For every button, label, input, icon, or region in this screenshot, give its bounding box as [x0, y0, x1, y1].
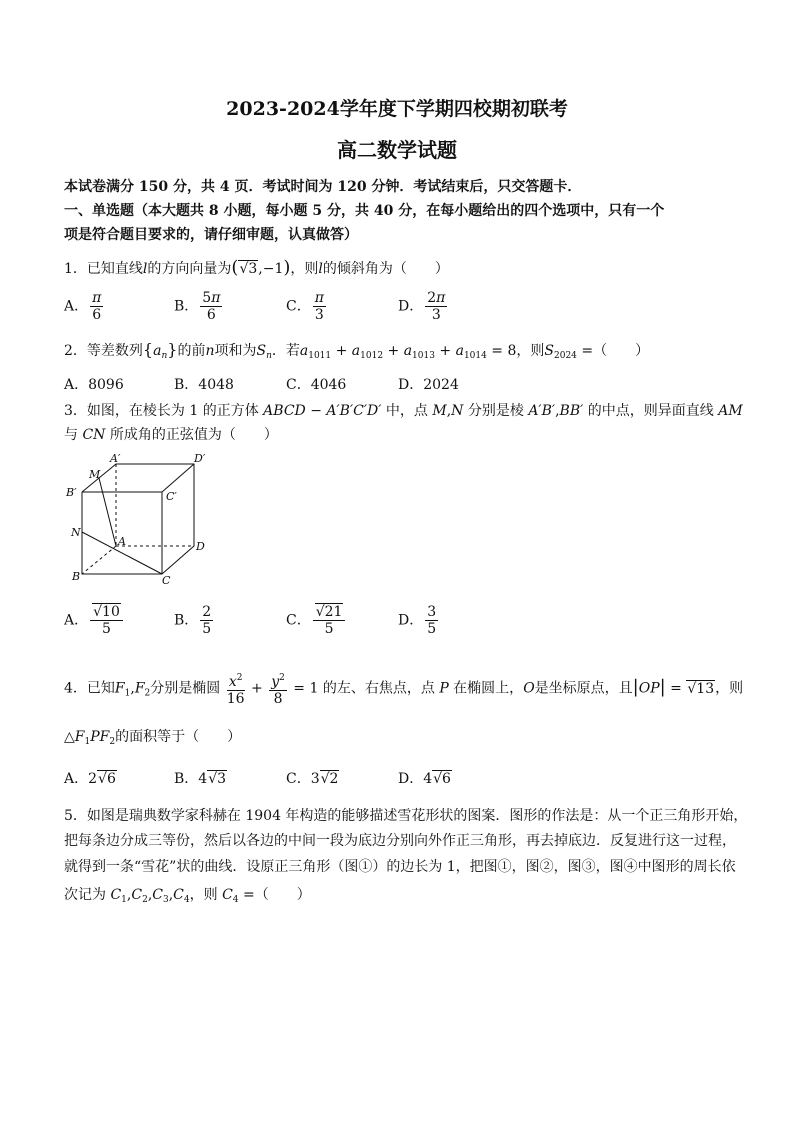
q1-end: 的倾斜角为（ ） [322, 261, 449, 277]
q1-post: ，则 [290, 261, 319, 277]
q2-option-c[interactable]: C．4046 [286, 377, 347, 393]
exam-subtitle: 高二数学试题 [337, 138, 457, 162]
question-5-stem-line1: 5．如图是瑞典数学家科赫在 1904 年构造的能够描述雪花形状的图案．图形的作法是：从一个正三角形开始， [64, 808, 748, 824]
q3-option-c[interactable]: C． $\frac{√21}{5}$ [286, 604, 347, 637]
question-5-stem-line2: 把每条边分成三等份，然后以各边的中间一段为底边分别向外作正三角形，再去掉底边．反复进行这一过程， [64, 833, 736, 849]
question-1-stem [64, 257, 449, 278]
q1-var-l: l [142, 261, 148, 277]
q1-mid: 的方向向量为 [147, 261, 232, 277]
exam-title: 2023-2024学年度下学期四校期初联考 [226, 98, 568, 120]
question-3-stem-line1: 3．如图，在棱长为 1 的正方体 ABCD − A′B′C′D′ 中，点 M,N 分别是棱 A′B′,BB′ 的中点，则异面直线 AM [64, 403, 743, 419]
label-A: A [118, 535, 126, 548]
q2-option-b[interactable]: B．4048 [174, 377, 234, 393]
q1-option-b[interactable]: B． $\frac{5\pi}{6}$ [174, 290, 221, 323]
question-3-stem-line2: 与 CN 所成角的正弦值为（ ） [64, 427, 278, 443]
question-5-stem-line4: 次记为 $C_1,C_2,C_3,C_4$，则 $C_4$ =（ ） [64, 887, 311, 905]
q1-option-a[interactable]: A． $\frac{\pi}{6}$ [64, 290, 102, 323]
q3-option-d[interactable]: D． $\frac{3}{5}$ [398, 604, 437, 637]
q1-vector: (√3,−1) [231, 257, 291, 278]
section-heading-line1: 一、单选题（本大题共 8 小题，每小题 5 分，共 40 分，在每小题给出的四个选项中，只有一个 [64, 203, 665, 219]
label-D: D [196, 540, 205, 553]
q4-option-c[interactable]: C．3√2 [286, 771, 339, 787]
label-C-prime: C′ [166, 490, 177, 503]
label-C: C [162, 574, 171, 585]
q4-option-a[interactable]: A．2√6 [64, 771, 116, 787]
label-A-prime: A′ [110, 452, 121, 465]
q3-option-a[interactable]: A． $\frac{√10}{5}$ [64, 604, 125, 637]
question-4-stem-line2: $\triangle F_1PF_2$的面积等于（ ） [64, 729, 242, 747]
q1-var-l-2: l [318, 261, 323, 277]
q1-pre: 1．已知直线 [64, 261, 143, 277]
q2-option-a[interactable]: A．8096 [64, 377, 124, 393]
q1-option-d[interactable]: D． $\frac{2\pi}{3}$ [398, 290, 446, 323]
q2-option-d[interactable]: D．2024 [398, 377, 459, 393]
q1-option-c[interactable]: C． $\frac{\pi}{3}$ [286, 290, 324, 323]
question-2-stem: 2．等差数列$\{a_n\}$的前n项和为$S_n$．若$a_{1011} + a_{1012} + a_{1013} + a_{1014} = 8$，则$S_{2024}$ =（ ） [64, 340, 650, 361]
question-4-stem-line1: 4．已知$F_1,F_2$分别是椭圆 $\frac{x^2}{16}$ + $\frac{y^2}{8}$ = 1 的左、右焦点，点 P 在椭圆上，O是坐标原点，且|OP| = √13，则 [64, 670, 743, 707]
label-B-prime: B′ [66, 486, 77, 499]
label-N: N [71, 526, 81, 539]
section-heading-line2: 项是符合题目要求的，请仔细审题，认真做答） [64, 227, 358, 243]
question-5-stem-line3: 就得到一条“雪花”状的曲线．设原正三角形（图①）的边长为 1，把图①，图②，图③，图④中图形的周长依 [64, 859, 736, 875]
label-M: M [89, 468, 101, 481]
q3-option-b[interactable]: B． $\frac{2}{5}$ [174, 604, 212, 637]
cube-figure [66, 450, 216, 585]
label-B: B [72, 570, 81, 583]
q4-option-b[interactable]: B．4√3 [174, 771, 227, 787]
q4-option-d[interactable]: D．4√6 [398, 771, 451, 787]
label-D-prime: D′ [194, 452, 206, 465]
exam-intro: 本试卷满分 150 分，共 4 页．考试时间为 120 分钟．考试结束后，只交答题卡． [64, 179, 582, 195]
